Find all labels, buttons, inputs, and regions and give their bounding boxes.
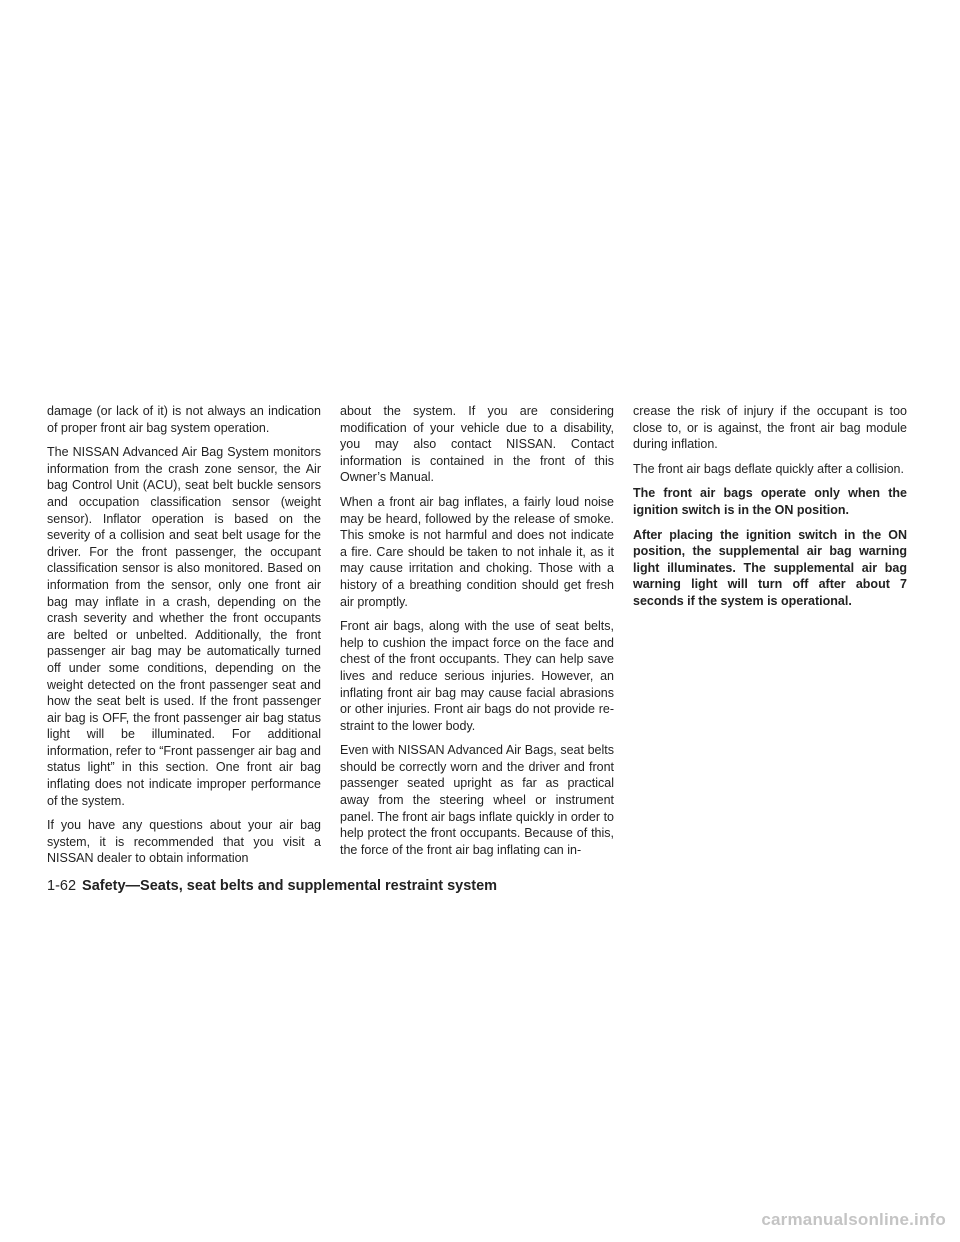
paragraph: If you have any questions about your air bag system, it is recommended that you visit a NISSAN dealer to obtain information	[47, 818, 321, 866]
text-column-3	[633, 403, 907, 618]
paragraph: about the system. If you are considering modification of your vehicle due to a disability, you may also contact NISSAN. Contact information is contained in the front of this Owner’s Manual.	[340, 404, 614, 485]
bold-paragraph: The front air bags operate only when the ignition switch is in the ON position.	[633, 486, 907, 517]
text-column-2	[340, 403, 614, 866]
watermark-logo: carmanualsonline.info	[761, 1210, 946, 1229]
paragraph: crease the risk of injury if the occupant is too close to, or is against, the front air bag module during inflation.	[633, 404, 907, 452]
paragraph: Even with NISSAN Advanced Air Bags, seat belts should be correctly worn and the driver and front passenger seated upright as far as practical away from the steering wheel or instrument panel. The front air bags inflate quickly in order to help protect the front occupants. Because of this, the force of the front air bag inflating can in-	[340, 743, 614, 857]
section-title: Safety—Seats, seat belts and supplemental restraint system	[82, 878, 498, 894]
paragraph: When a front air bag inflates, a fairly loud noise may be heard, followed by the release of smoke. This smoke is not harmful and does not indicate a fire. Care should be taken to not inhale it, as it may cause irritation and choking. Those with a history of a breathing condition should get fresh air promptly.	[340, 494, 614, 609]
page-number: 1-62	[47, 878, 77, 894]
text-column-1	[47, 403, 321, 875]
bold-paragraph: After placing the ignition switch in the ON position, the supplemental air bag warning light illuminates. The supplemental air bag warning light will turn off after about 7 seconds if the system is operational.	[633, 527, 907, 608]
paragraph: The NISSAN Advanced Air Bag System monitors information from the crash zone sensor, the Air bag Control Unit (ACU), seat belt buckle sensors and occupation classification sensor (weight sensor). Inflator operation is based on the severity of a collision and seat belt usage for the driver. For the front passenger, the occupant classification sensor is also monitored. Based on information from the sensor, only one front air bag may inflate in a crash, depending on the crash severity and whether the front occupants are belted or unbelted. Additionally, the front passenger air bag may be automatically turned off under some conditions, depending on the weight detected on the front passenger seat and how the seat belt is used. If the front passenger air bag is OFF, the front passenger air bag status light will be illuminated. For additional information, refer to “Front passenger air bag and status light” in this section. One front air bag inflating does not indicate improper performance of the system.	[47, 445, 321, 808]
page-footer	[47, 877, 497, 895]
paragraph: damage (or lack of it) is not always an indication of proper front air bag system operation.	[47, 404, 321, 435]
paragraph: The front air bags deflate quickly after a collision.	[633, 461, 904, 476]
paragraph: Front air bags, along with the use of seat belts, help to cushion the impact force on the face and chest of the front occupants. They can help save lives and reduce serious injuries. However, an inflating front air bag may cause facial abrasions or other injuries. Front air bags do not provide restraint to the lower body.	[340, 619, 614, 733]
